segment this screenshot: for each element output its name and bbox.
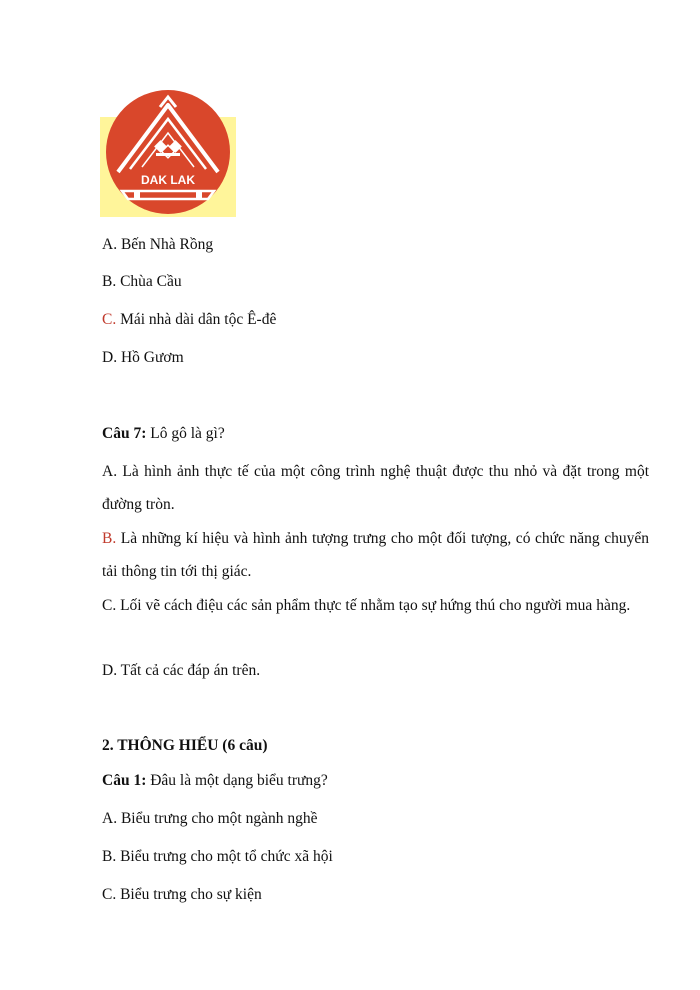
q7-option-d: D. Tất cả các đáp án trên.	[102, 662, 261, 679]
q1-option-c: C. Biểu trưng cho sự kiện	[102, 886, 262, 903]
correct-letter: B.	[102, 530, 117, 547]
q7-question: Câu 7: Lô gô là gì?	[102, 425, 225, 442]
q6-option-b: B. Chùa Cầu	[102, 273, 182, 290]
q1-option-a: A. Biểu trưng cho một ngành nghề	[102, 810, 318, 827]
q6-option-c: C. Mái nhà dài dân tộc Ê-đê	[102, 311, 277, 328]
q1-option-b: B. Biểu trưng cho một tổ chức xã hội	[102, 848, 333, 865]
question-label: Câu 1:	[102, 772, 147, 789]
q7-option-b: B. Là những kí hiệu và hình ảnh tượng trưng cho một đối tượng, có chức năng chuyển tải thông tin tới thị giác.	[102, 530, 649, 580]
q1-question: Câu 1: Đâu là một dạng biểu trưng?	[102, 772, 328, 789]
dak-lak-logo	[100, 87, 236, 217]
q6-option-a: A. Bến Nhà Rồng	[102, 236, 214, 253]
correct-letter: C.	[102, 311, 117, 328]
q7-option-c: C. Lối vẽ cách điệu các sản phẩm thực tế nhằm tạo sự hứng thú cho người mua hàng.	[102, 597, 631, 614]
q7-option-a: A. Là hình ảnh thực tế của một công trình nghệ thuật được thu nhỏ và đặt trong một đường tròn.	[102, 463, 649, 513]
section-heading: 2. THÔNG HIỂU (6 câu)	[102, 737, 268, 754]
logo-text: DAK LAK	[141, 173, 195, 187]
q6-option-d: D. Hồ Gươm	[102, 349, 184, 366]
question-label: Câu 7:	[102, 425, 147, 442]
